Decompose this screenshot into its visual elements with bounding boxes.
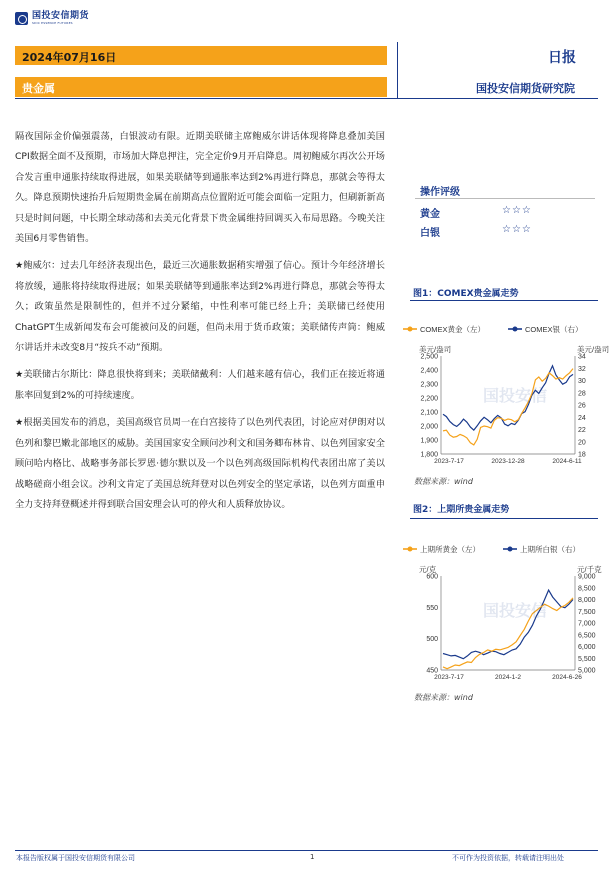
- logo-subtext: SDIC ESSENCE FUTURES: [32, 21, 73, 25]
- x-tick-label: 2023-7-17: [434, 674, 464, 681]
- figure2-rule: [410, 518, 598, 519]
- y-left-tick-label: 2,400: [420, 367, 438, 375]
- y-right-tick-label: 26: [578, 402, 586, 410]
- x-tick-label: 2024-6-11: [552, 458, 582, 465]
- legend-label: 上期所黄金（左）: [420, 545, 480, 554]
- logo-text: 国投安信期货: [32, 11, 90, 21]
- institute-name: 国投安信期货研究院: [476, 82, 575, 95]
- y-right-unit: 元/千克: [577, 565, 602, 574]
- paragraph-geopolitics: ★根据美国发布的消息，美国高级官员周一在白宫接待了以色列代表团，讨论应对伊朗对以色列和黎巴嫩北部地区的威胁。美国国家安全顾问沙利文和国务卿布林肯、以色列国家安全顾问哈内格比、战略事务部长罗恩·德尔默以及一个以色列高级国际机构代表团出席了美以战略磋商小组会议。沙利文肯定了美国总统拜登对以色列安全的坚定承诺，以色列方面重申全力支持拜登概述并得到联合国安理会认可的停火和人质释放协议。: [15, 417, 385, 510]
- y-left-tick-label: 500: [426, 636, 438, 644]
- y-left-tick-label: 2,100: [420, 409, 438, 417]
- rating-row-gold: [420, 205, 532, 220]
- rating-stars: ☆☆☆: [502, 205, 532, 216]
- watermark: 国投安信: [483, 386, 548, 405]
- report-type: 日报: [548, 50, 576, 66]
- paragraph-summary: 隔夜国际金价偏强震荡，白银波动有限。近期美联储主席鲍威尔讲话体现将降息叠加美国CPI数据全面不及预期，市场加大降息押注，完全定价9月开启降息。周初鲍威尔再次公开场合发言重申通胀持续取得进展，如果美联储等到通胀率达到2%再进行降息，那就会等得太久。降息预期快速抬升后短期贵金属在前期高点位置附近可能会面临一定阻力，但刷新新高只是时间问题，中长期全球动荡和去美元化背景下贵金属维持回调买入布局思路。今晚关注美国6月零售销售。: [15, 131, 385, 245]
- y-left-unit: 元/克: [419, 565, 437, 574]
- category-bar: [15, 77, 387, 97]
- rating-name: 白银: [420, 228, 440, 239]
- y-left-tick-label: 1,800: [420, 451, 438, 459]
- y-left-tick-label: 450: [426, 667, 438, 675]
- y-right-tick-label: 7,500: [578, 608, 596, 616]
- y-left-tick-label: 2,500: [420, 353, 438, 361]
- paragraph-fed-officials: ★美联储古尔斯比：降息很快将到来；美联储戴利：人们越来越有信心，我们正在接近将通胀率回复到2%的可持续速度。: [15, 369, 385, 401]
- x-tick-label: 2023-12-28: [491, 458, 525, 465]
- footer-disclaimer: 不可作为投资依据，转载请注明出处: [452, 854, 564, 862]
- y-left-tick-label: 550: [426, 604, 438, 612]
- watermark: 国投安信: [483, 601, 548, 620]
- figure2-source: 数据来源：wind: [414, 693, 473, 702]
- legend-marker: [508, 547, 513, 552]
- rating-title: 操作评级: [420, 187, 460, 198]
- y-right-tick-label: 20: [578, 439, 586, 447]
- footer-copyright: 本报告版权属于国投安信期货有限公司: [16, 854, 135, 862]
- company-logo: [15, 12, 89, 25]
- y-right-tick-label: 5,000: [578, 667, 596, 675]
- y-left-unit: 美元/盎司: [419, 345, 452, 354]
- legend-marker: [408, 547, 413, 552]
- y-right-tick-label: 28: [578, 390, 586, 398]
- series-line: [443, 369, 573, 445]
- figure1-source: 数据来源：wind: [414, 477, 473, 486]
- y-right-tick-label: 34: [578, 353, 586, 361]
- report-category: 贵金属: [22, 82, 55, 95]
- legend-marker: [513, 327, 518, 332]
- page-number: 1: [310, 853, 315, 861]
- y-right-tick-label: 8,500: [578, 585, 596, 593]
- legend-label: COMEX黄金（左）: [420, 325, 486, 334]
- y-left-tick-label: 2,200: [420, 395, 438, 403]
- y-right-tick-label: 6,000: [578, 644, 596, 651]
- paragraph-powell: ★鲍威尔：过去几年经济表现出色，最近三次通胀数据稍实增强了信心。预计今年经济增长将放缓，通胀将持续取得进展；如果美联储等到通胀率达到2%再进行降息，那就会等得太久；政策虽然是限制性的，但并不过分紧缩，中性利率可能已经上升；美联储已经使用ChatGPT生成新闻发布会可能被问及的问题，但尚未用于货币政策；美联储传声筒：鲍威尔讲话并未改变8月“按兵不动”预期。: [15, 260, 385, 354]
- y-right-tick-label: 24: [578, 414, 586, 422]
- y-left-tick-label: 2,000: [420, 423, 438, 431]
- y-right-tick-label: 30: [578, 378, 586, 385]
- y-right-tick-label: 5,500: [578, 655, 596, 663]
- legend-label: COMEX银（右）: [525, 325, 583, 334]
- main-body: [15, 127, 385, 522]
- y-right-tick-label: 18: [578, 451, 586, 459]
- figure1-rule: [410, 300, 598, 301]
- y-right-tick-label: 6,500: [578, 632, 596, 640]
- y-right-tick-label: 9,000: [578, 573, 596, 581]
- header-divider: [397, 42, 398, 98]
- rating-divider: [415, 198, 595, 199]
- y-right-tick-label: 7,000: [578, 620, 596, 628]
- header-rule: [15, 98, 598, 99]
- figure2-title: 图2：上期所贵金属走势: [413, 505, 510, 515]
- logo-icon: [15, 12, 28, 25]
- rating-name: 黄金: [420, 209, 440, 220]
- x-tick-label: 2024-1-2: [494, 674, 522, 681]
- footer-rule: [15, 850, 598, 851]
- y-right-tick-label: 32: [578, 365, 586, 373]
- legend-label: 上期所白银（右）: [520, 545, 580, 554]
- report-date: 2024年07月16日: [22, 51, 117, 64]
- x-tick-label: 2024-6-26: [552, 674, 582, 681]
- y-right-unit: 美元/盎司: [577, 345, 610, 354]
- y-left-tick-label: 2,300: [420, 381, 438, 389]
- y-left-tick-label: 600: [426, 573, 438, 581]
- legend-marker: [408, 327, 413, 332]
- figure1-title: 图1：COMEX贵金属走势: [413, 289, 519, 299]
- rating-row-silver: [420, 224, 532, 239]
- y-left-tick-label: 1,900: [420, 437, 438, 445]
- y-right-tick-label: 8,000: [578, 597, 596, 604]
- y-right-tick-label: 22: [578, 427, 586, 434]
- rating-stars: ☆☆☆: [502, 224, 532, 235]
- x-tick-label: 2023-7-17: [434, 458, 464, 465]
